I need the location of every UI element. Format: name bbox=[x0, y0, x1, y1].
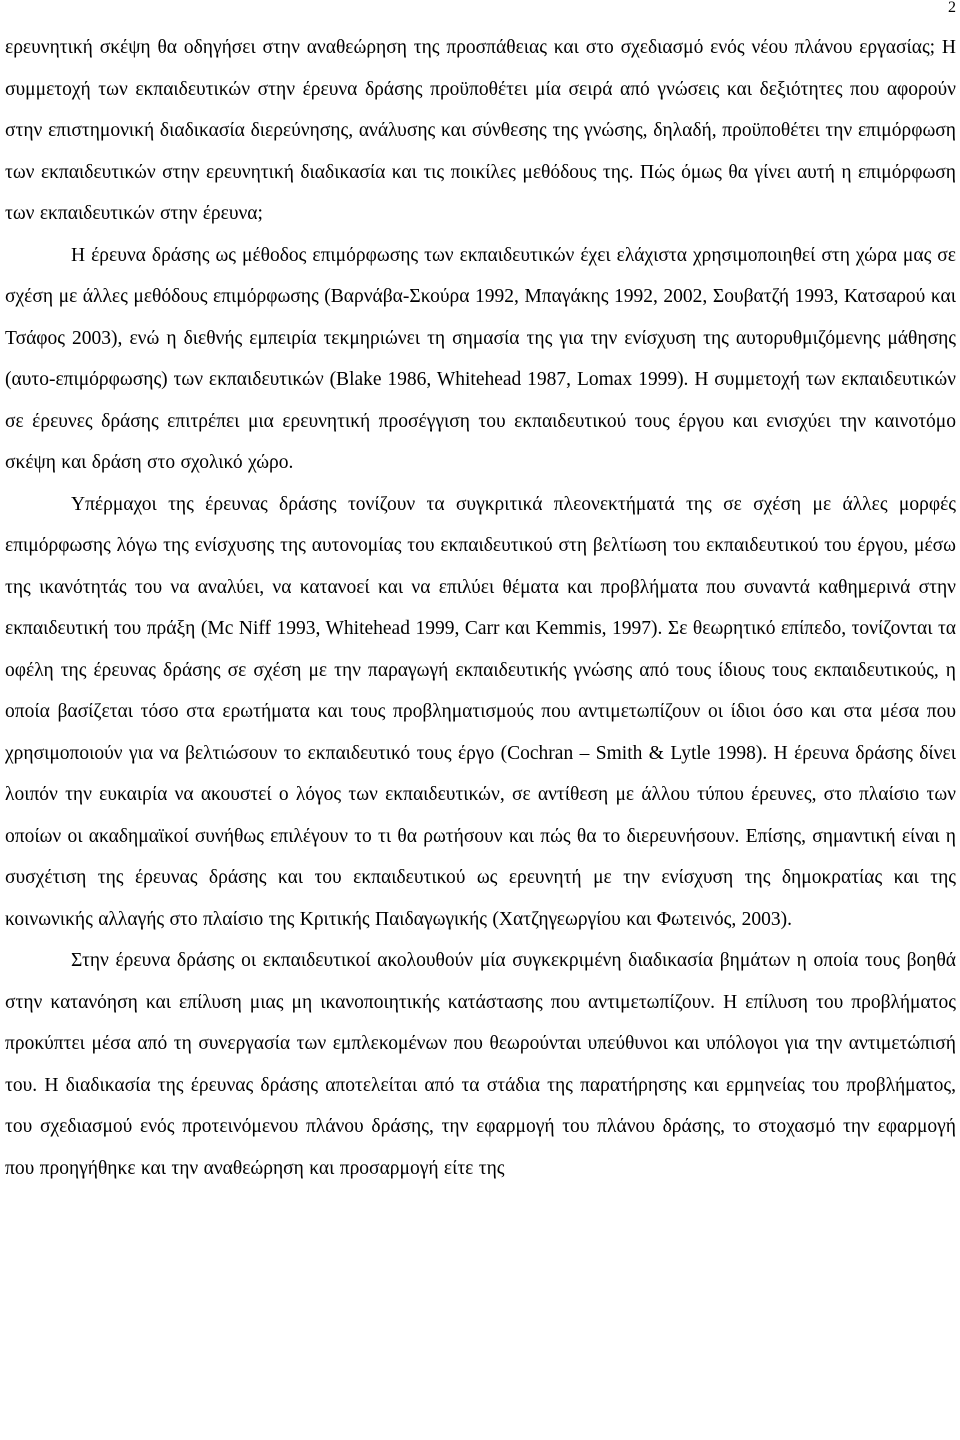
page-number: 2 bbox=[948, 0, 956, 16]
paragraph-2: Η έρευνα δράσης ως μέθοδος επιμόρφωσης των εκπαιδευτικών έχει ελάχιστα χρησιμοποιηθεί στη χώρα μας σε σχέση με άλλες μεθόδους επιμόρφωσης (Βαρνάβα-Σκούρα 1992, Μπαγάκης 1992, 2002, Σουβατζή 1993, Κατσαρού και Τσάφος 2003), ενώ η διεθνής εμπειρία τεκμηριώνει τη σημασία της για την ενίσχυση της αυτορυθμιζόμενης μάθησης (αυτο-επιμόρφωσης) των εκπαιδευτικών (Blake 1986, Whitehead 1987, Lomax 1999). Η συμμετοχή των εκπαιδευτικών σε έρευνες δράσης επιτρέπει μια ερευνητική προσέγγιση του εκπαιδευτικού τους έργου και ενισχύει την καινοτόμο σκέψη και δράση στο σχολικό χώρο. bbox=[5, 244, 956, 473]
document-body bbox=[5, 27, 956, 1189]
paragraph-4: Στην έρευνα δράσης οι εκπαιδευτικοί ακολουθούν μία συγκεκριμένη διαδικασία βημάτων η οποία τους βοηθά στην κατανόηση και επίλυση μιας μη ικανοποιητικής κατάστασης που αντιμετωπίζουν. Η επίλυση του προβλήματος προκύπτει μέσα από τη συνεργασία των εμπλεκομένων που θεωρούνται υπεύθυνοι και υπόλογοι για την αντιμετώπισή του. Η διαδικασία της έρευνας δράσης αποτελείται από τα στάδια της παρατήρησης και ερμηνείας του προβλήματος, του σχεδιασμού ενός προτεινόμενου πλάνου δράσης, την εφαρμογή του πλάνου δράσης, το στοχασμό την εφαρμογή που προηγήθηκε και την αναθεώρηση και προσαρμογή είτε της bbox=[5, 950, 956, 1179]
paragraph-3: Υπέρμαχοι της έρευνας δράσης τονίζουν τα συγκριτικά πλεονεκτήματά της σε σχέση με άλλες μορφές επιμόρφωσης λόγω της ενίσχυσης της αυτονομίας του εκπαιδευτικού στη βελτίωση του εκπαιδευτικού του έργου, μέσω της ικανότητάς του να αναλύει, να κατανοεί και να επιλύει θέματα και προβλήματα που συναντά καθημερινά στην εκπαιδευτική του πράξη (Mc Niff 1993, Whitehead 1999, Carr και Kemmis, 1997). Σε θεωρητικό επίπεδο, τονίζονται τα οφέλη της έρευνας δράσης σε σχέση με την παραγωγή εκπαιδευτικής γνώσης από τους ίδιους τους εκπαιδευτικούς, η οποία βασίζεται τόσο στα ερωτήματα και τους προβληματισμούς που αντιμετωπίζουν οι ίδιοι όσο και στα μέσα που χρησιμοποιούν για να βελτιώσουν το εκπαιδευτικό τους έργο (Cochran – Smith & Lytle 1998). Η έρευνα δράσης δίνει λοιπόν την ευκαιρία να ακουστεί ο λόγος των εκπαιδευτικών, σε αντίθεση με άλλου τύπου έρευνες, στο πλαίσιο των οποίων οι ακαδημαϊκοί συνήθως επιλέγουν το τι θα ρωτήσουν και πώς θα το διερευνήσουν. Επίσης, σημαντική είναι η συσχέτιση της έρευνας δράσης και του εκπαιδευτικού ως ερευνητή με την ενίσχυση της δημοκρατίας και της κοινωνικής αλλαγής στο πλαίσιο της Κριτικής Παιδαγωγικής (Χατζηγεωργίου και Φωτεινός, 2003). bbox=[5, 493, 956, 930]
paragraph-1: ερευνητική σκέψη θα οδηγήσει στην αναθεώρηση της προσπάθειας και στο σχεδιασμό ενός νέου πλάνου εργασίας; Η συμμετοχή των εκπαιδευτικών στην έρευνα δράσης προϋποθέτει μία σειρά από γνώσεις και δεξιότητες που αφορούν στην επιστημονική διαδικασία διερεύνησης, ανάλυσης και σύνθεσης της γνώσης, δηλαδή, προϋποθέτει την επιμόρφωση των εκπαιδευτικών στην ερευνητική διαδικασία και τις ποικίλες μεθόδους της. Πώς όμως θα γίνει αυτή η επιμόρφωση των εκπαιδευτικών στην έρευνα; bbox=[5, 37, 956, 224]
